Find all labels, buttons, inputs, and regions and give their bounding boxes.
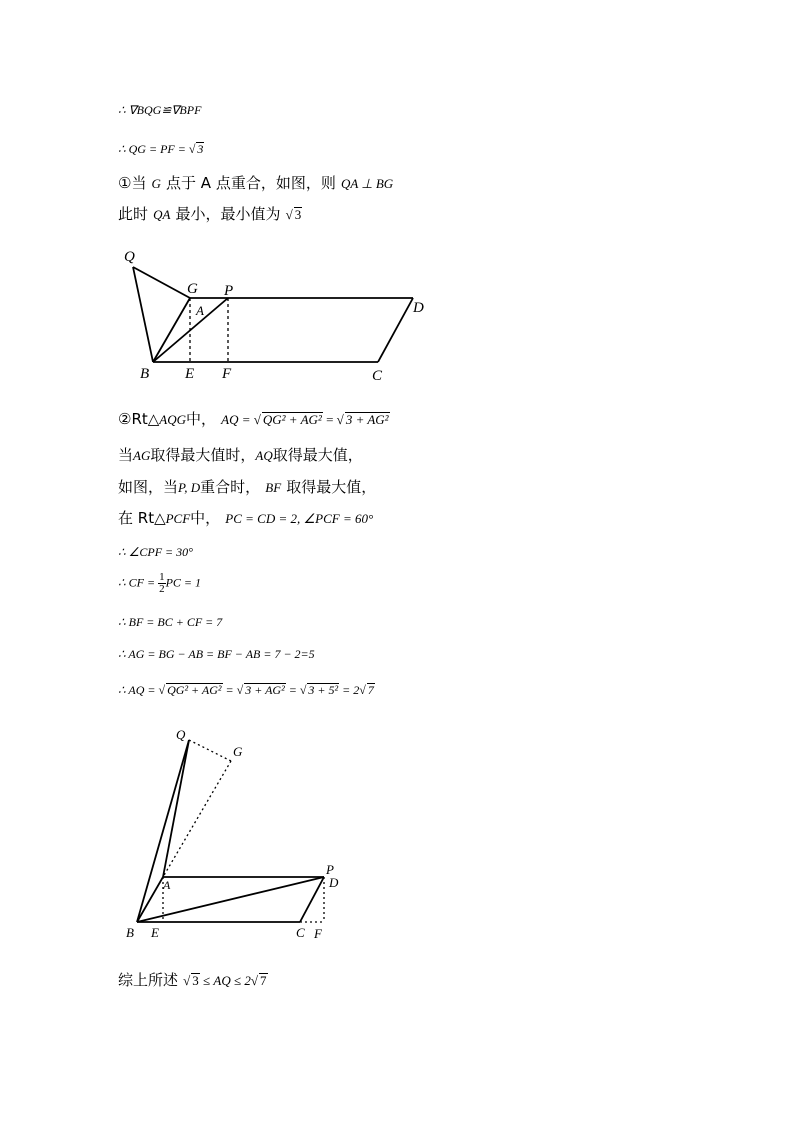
fig1-label-a: A: [196, 303, 204, 318]
frac-den: 2: [159, 583, 165, 595]
fig1-label-e: E: [185, 366, 195, 382]
triangle-aqg: AQG: [159, 412, 187, 427]
fig2-label-p: P: [326, 862, 334, 877]
case2-zhong: 中，: [186, 410, 217, 428]
bf-equation: [118, 616, 222, 628]
fraction-half: [158, 572, 166, 595]
var-bf: BF: [265, 480, 282, 495]
fig1-label-p: P: [224, 283, 234, 299]
var-aq: AQ: [255, 448, 273, 463]
triangle-pcf: [118, 510, 373, 526]
eq-c: = 2: [339, 683, 360, 697]
aq-max-equation: ∴ AQ = √ QG² + AG² = √ 3 + AG² = √ 3 + 5² = 2√ 7: [118, 683, 374, 697]
pcf-zhong: 中，: [190, 509, 221, 527]
fig1-label-d: D: [413, 300, 424, 316]
sqrt-qg2-ag2: QG² + AG²: [262, 412, 322, 427]
max-prefix: 当: [118, 446, 134, 464]
ag-text: ∴ AG = BG − AB = BF − AB = 7 − 2=5: [118, 647, 315, 661]
sqrt-c: 3 + 5²: [308, 683, 339, 697]
var-g: G: [151, 176, 161, 191]
max-text-1: 取得最大值时，: [150, 446, 256, 464]
eq-sign: =: [322, 412, 337, 427]
case1-min-text: 最小，最小值为: [175, 205, 281, 223]
eq-a: =: [222, 683, 237, 697]
fig2-label-d: D: [329, 875, 339, 890]
conclusion-sqrt7: 7: [260, 973, 267, 988]
max-text-2: 取得最大值，: [272, 446, 363, 464]
fig1-label-c: C: [372, 368, 383, 384]
figure-1: [118, 245, 438, 385]
eq-b: =: [285, 683, 300, 697]
fig2-label-g: G: [233, 744, 243, 759]
pcf-prefix: 在 Rt△: [118, 509, 166, 527]
sqrt-a: QG² + AG²: [167, 683, 222, 697]
fig1-label-f: F: [222, 366, 232, 382]
min-value: 3: [294, 207, 302, 222]
congruence-text: ∴ ∇BQG≌∇BPF: [118, 103, 202, 117]
aq-max-prefix: ∴ AQ =: [118, 683, 159, 697]
sqrt-7: 7: [367, 683, 374, 697]
fig2-label-f: F: [314, 926, 322, 941]
aq-eq: AQ =: [221, 412, 254, 427]
var-qa: QA: [153, 207, 171, 222]
cf-prefix: ∴ CF =: [118, 575, 159, 590]
var-pd: P, D: [178, 480, 201, 495]
fig2-label-b: B: [126, 925, 134, 940]
pd-max-text: 取得最大值，: [286, 478, 377, 496]
max-condition: [118, 447, 363, 463]
angle-cpf-text: ∴ ∠CPF = 30°: [118, 545, 193, 559]
bf-text: ∴ BF = BC + CF = 7: [118, 615, 223, 629]
qg-pf-text: ∴ QG = PF =: [118, 142, 189, 156]
fig2-label-c: C: [296, 925, 305, 940]
pd-coincide: [118, 479, 376, 495]
fig1-label-q: Q: [124, 249, 135, 265]
conclusion-sqrt3: 3: [192, 973, 199, 988]
fig1-label-g: G: [187, 281, 198, 297]
sqrt-b: 3 + AG²: [245, 683, 285, 697]
figure-2: [118, 722, 358, 948]
conclusion: 综上所述 √ 3 ≤ AQ ≤ 2√ 7: [118, 971, 267, 989]
sqrt-3-ag2: 3 + AG²: [345, 412, 389, 427]
var-pcf: PCF: [165, 511, 191, 526]
pd-prefix: 如图，当: [118, 478, 179, 496]
fig2-label-e: E: [151, 925, 159, 940]
frac-num: 1: [159, 571, 165, 583]
case1-middle: 点于 A 点重合，如图，则: [166, 174, 336, 192]
fig2-label-a: A: [163, 878, 171, 892]
case1-statement: [118, 175, 393, 191]
cf-rest: PC = 1: [165, 575, 202, 590]
case1-prefix: ①当: [118, 174, 147, 192]
case2-statement: ②Rt△AQG中， AQ = √ QG² + AG² = √ 3 + AG²: [118, 410, 389, 428]
fig1-label-b: B: [140, 366, 150, 382]
case2-prefix: ②Rt△: [118, 410, 160, 428]
case1-min-prefix: 此时: [118, 205, 149, 223]
congruence-statement: [118, 104, 201, 116]
pd-text: 重合时，: [200, 478, 261, 496]
case1-min: 此时 QA 最小，最小值为 √ 3: [118, 205, 302, 223]
fig2-label-q: Q: [176, 727, 186, 742]
ag-equation: [118, 648, 315, 660]
sqrt-3: 3: [197, 142, 204, 156]
cf-equation: [118, 572, 201, 595]
qg-pf-equation: ∴ QG = PF = √ 3: [118, 142, 204, 156]
pcf-values: PC = CD = 2, ∠PCF = 60°: [225, 511, 374, 526]
var-ag: AG: [133, 448, 151, 463]
conclusion-prefix: 综上所述: [118, 971, 179, 989]
angle-cpf: [118, 546, 193, 558]
qa-perp-bg: QA ⊥ BG: [340, 176, 394, 191]
conclusion-inequality: ≤ AQ ≤ 2: [199, 973, 251, 988]
